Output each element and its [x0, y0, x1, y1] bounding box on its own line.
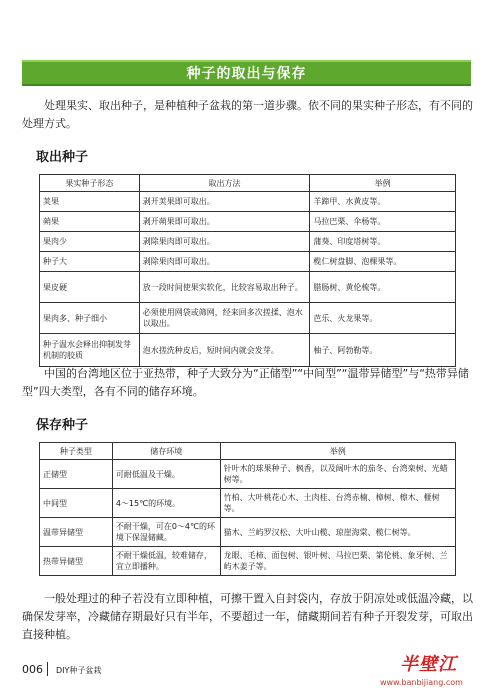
table-cell: 腊肠树、黄伦梳等。 — [310, 272, 456, 303]
section-header-bar — [22, 60, 471, 86]
table-cell: 荚果 — [40, 192, 140, 212]
table-cell: 温带异储型 — [40, 518, 113, 547]
table-cell: 柚子、阿勃勒等。 — [310, 334, 456, 367]
table-cell: 剥开荚果即可取出。 — [139, 192, 310, 212]
table-row — [40, 489, 456, 518]
watermark-url: www.banbijiang.com — [380, 678, 463, 687]
table-cell: 剥除果肉即可取出。 — [139, 252, 310, 272]
table-cell: 竹柏、大叶桃花心木、土肉桂、台湾赤楠、樟树、檫木、榧树等。 — [220, 489, 455, 518]
column-header: 举例 — [310, 175, 456, 192]
table-cell: 种子温水会释出抑制发芽机制的胶质 — [40, 334, 140, 367]
table-cell: 龙眼、毛柿、面包树、银叶树、马拉巴栗、第伦桃、象牙树、兰屿木姜子等。 — [220, 547, 455, 576]
table-row — [40, 232, 456, 252]
table-row — [40, 547, 456, 576]
table-cell: 泡水搓洗种皮后，短时间内就会发芽。 — [139, 334, 310, 367]
column-header: 取出方法 — [139, 175, 310, 192]
table-header-row — [40, 443, 456, 460]
table-cell: 蒴果 — [40, 212, 140, 232]
table-row — [40, 460, 456, 489]
section-title-store: 保存种子 — [36, 418, 89, 433]
table-cell: 果肉少 — [40, 232, 140, 252]
table-cell: 剥开蒴果即可取出。 — [139, 212, 310, 232]
table-row — [40, 252, 456, 272]
extract-seeds-table — [39, 174, 456, 367]
table-cell: 针叶木的球果种子、枫香，以及阔叶木的茄冬、台湾栾树、光蜡树等。 — [220, 460, 455, 489]
table-row — [40, 192, 456, 212]
table-header-row — [40, 175, 456, 192]
table-cell: 种子大 — [40, 252, 140, 272]
table-cell: 马拉巴栗、伞杨等。 — [310, 212, 456, 232]
middle-paragraph: 中国的台湾地区位于亚热带，种子大致分为“正储型”“中间型”“温带异储型”与“热带异储型”四大类型，各有不同的储存环境。 — [22, 367, 469, 398]
table-cell: 榄仁树盘脚、泡棵果等。 — [310, 252, 456, 272]
book-title: DIY种子盆栽 — [56, 666, 102, 675]
table-cell: 蒲葵、印度塔树等。 — [310, 232, 456, 252]
watermark-logo: 半壁江 — [400, 654, 457, 675]
table-cell: 4～15℃的环境。 — [112, 489, 220, 518]
table-cell: 羊蹄甲、水黄皮等。 — [310, 192, 456, 212]
table-cell: 放一段时间使果实软化，比较容易取出种子。 — [139, 272, 310, 303]
closing-paragraph: 一般处理过的种子若没有立即种植，可擦干置入自封袋内，存放于阴凉处或低温冷藏，以确保发芽率，冷藏储存期最好只有半年，不要超过一年，储藏期间若有种子开裂发芽，可取出直接种植。 — [22, 592, 473, 641]
page-title: 种子的取出与保存 — [186, 66, 307, 82]
table-row — [40, 334, 456, 367]
table-cell: 中间型 — [40, 489, 113, 518]
table-cell: 芭乐、火龙果等。 — [310, 303, 456, 334]
table-cell: 热带异储型 — [40, 547, 113, 576]
column-header: 果实种子形态 — [40, 175, 140, 192]
column-header: 举例 — [220, 443, 455, 460]
table-cell: 正储型 — [40, 460, 113, 489]
column-header: 种子类型 — [40, 443, 113, 460]
footer-divider — [47, 662, 48, 676]
section-title-extract: 取出种子 — [36, 150, 89, 165]
column-header: 储存环境 — [112, 443, 220, 460]
table-cell: 剥除果肉即可取出。 — [139, 232, 310, 252]
table-cell: 不耐干燥，可在0～4℃的环境下保湿储藏。 — [112, 518, 220, 547]
table-cell: 必须使用网袋或筛网，经来回多次搓揉、泡水以取出。 — [139, 303, 310, 334]
table-row — [40, 212, 456, 232]
table-cell: 果皮硬 — [40, 272, 140, 303]
table-cell: 可耐低温及干燥。 — [112, 460, 220, 489]
table-row — [40, 518, 456, 547]
table-cell: 猫木、兰屿罗汉松、大叶山榄、琼崖海棠、榄仁树等。 — [220, 518, 455, 547]
table-row — [40, 272, 456, 303]
table-cell: 果肉多、种子细小 — [40, 303, 140, 334]
intro-paragraph: 处理果实、取出种子，是种植种子盆栽的第一道步骤。依不同的果实种子形态，有不同的处理方式。 — [22, 99, 473, 130]
table-cell: 不耐干燥低温，较难储存，宜立即播种。 — [112, 547, 220, 576]
store-seeds-table — [39, 442, 456, 576]
table-row — [40, 303, 456, 334]
page-number: 006 — [22, 663, 43, 676]
